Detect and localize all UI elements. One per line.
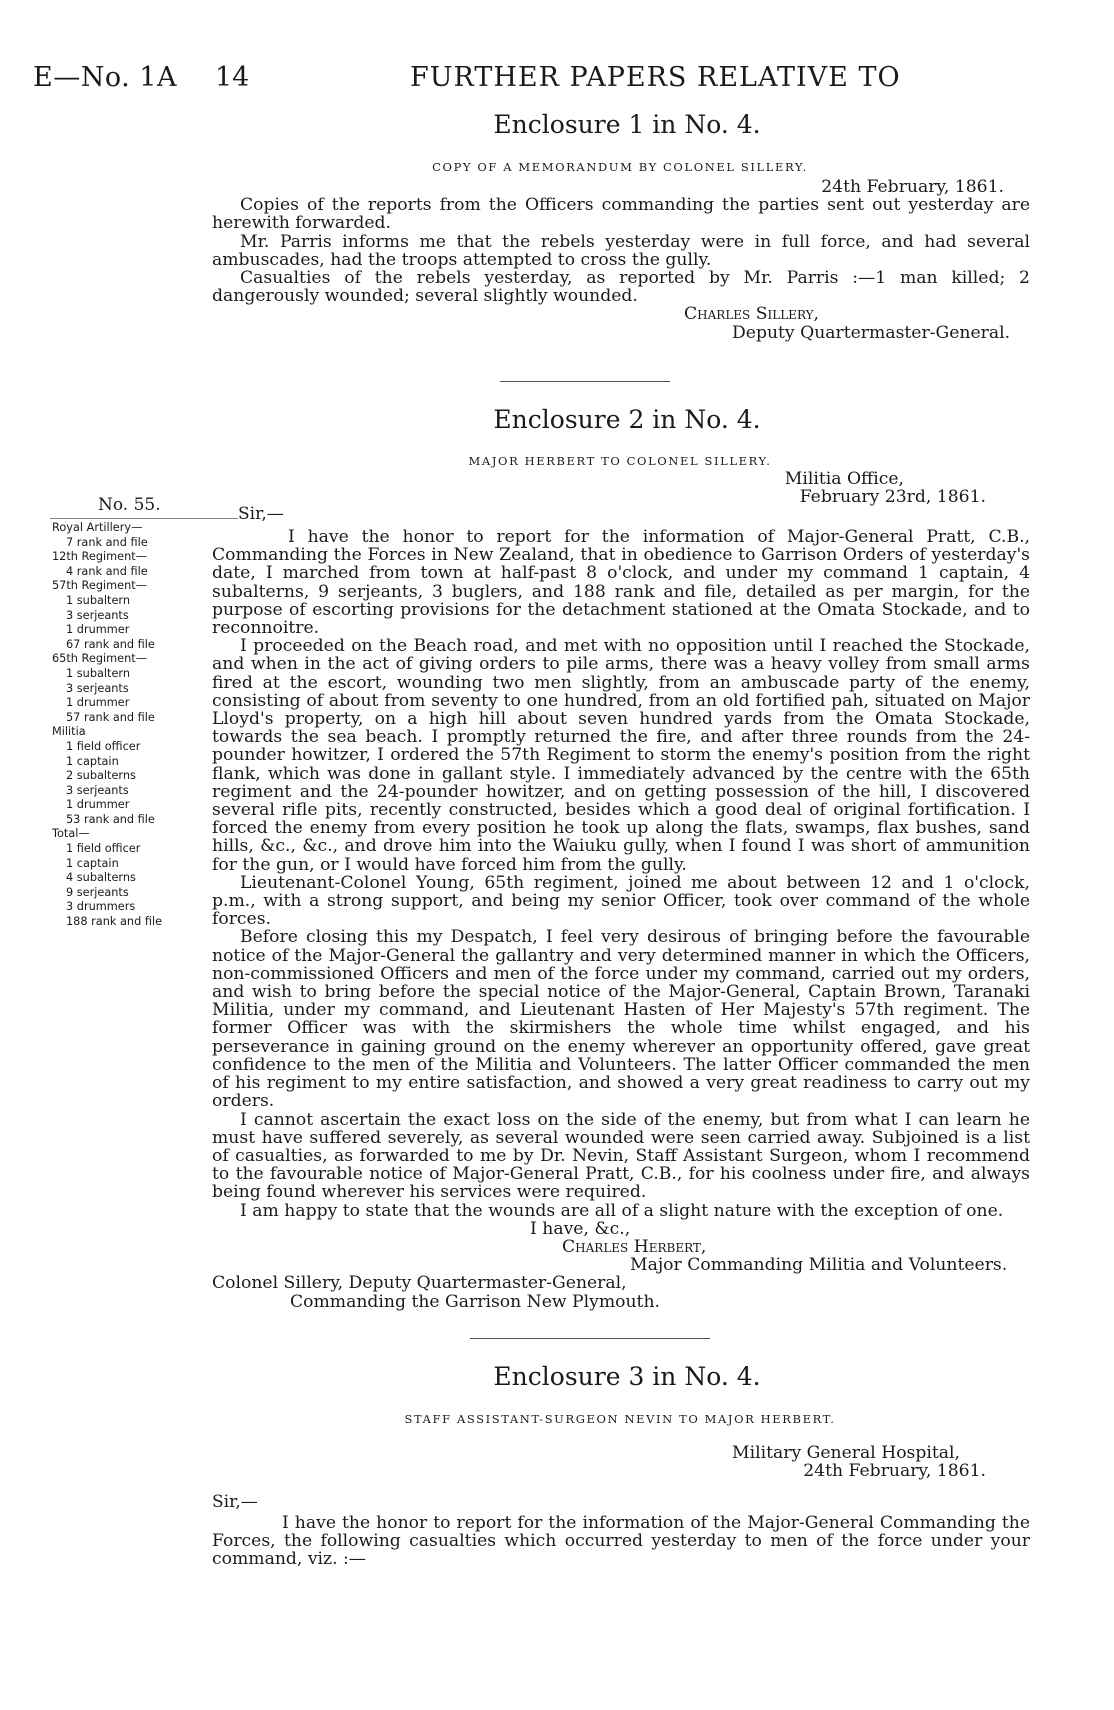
margin-note: [50, 521, 165, 930]
enclosure-2-paragraph: I am happy to state that the wounds are all of a slight nature with the exception of one.: [240, 1200, 1004, 1221]
enclosure-2-paragraph: I proceeded on the Beach road, and met with no opposition until I reached the Stockade, and when in the act of giving orders to pile arms, there was a heavy volley from small arms fired at the escort, wounding two men slightly, from an ambuscade party of the enemy, consisting of about from seventy to one hundred, from an old fortified pah, situated on Major Lloyd's property, on a high hill about seven hundred yards from the Omata Stockade, towards the sea beach. I promptly returned the fire, and after three rounds from the 24-pounder howitzer, I ordered the 57th Regiment to storm the enemy's position from the right flank, which was done in gallant style. I immediately advanced by the centre with the 65th regiment and the 24-pounder howitzer, and on getting possession of the hill, I discovered several rifle pits, recently constructed, besides which a good deal of original fortification. I forced the enemy from every position he took up along the flats, swamps, flax bushes, sand hills, &c., &c., and drove him into the Waiuku gully, when I found I was short of ammunition for the gun, or I would have forced him from the gully.: [212, 636, 1030, 875]
margin-note-line: 3 serjeants: [66, 608, 129, 622]
margin-rule: [50, 518, 238, 519]
enclosure-2-salutation: Sir,—: [238, 504, 284, 524]
enclosure-1-caption: COPY OF A MEMORANDUM BY COLONEL SILLERY.: [432, 160, 808, 174]
margin-note-line: 4 subalterns: [66, 871, 136, 885]
margin-note-line: 53 rank and file: [66, 812, 155, 826]
margin-note-line: 3 drummers: [66, 900, 136, 914]
margin-note-line: 1 drummer: [66, 798, 130, 812]
enclosure-3-date: 24th February, 1861.: [803, 1461, 986, 1482]
margin-note-line: 12th Regiment—: [52, 550, 147, 564]
margin-note-line: 57 rank and file: [66, 710, 155, 724]
enclosure-1-date: 24th February, 1861.: [821, 177, 1004, 197]
enclosure-2-caption: MAJOR HERBERT TO COLONEL SILLERY.: [468, 454, 772, 468]
section-divider: [500, 381, 670, 382]
page-number: 14: [215, 62, 250, 93]
enclosure-3-paragraph: I have the honor to report for the information of the Major-General Commanding the Forces, the following casualties which occurred yesterday to men of the force under your command, viz. :—: [212, 1513, 1030, 1570]
margin-note-line: 1 drummer: [66, 696, 130, 710]
enclosure-3-dateline: [600, 1444, 1012, 1480]
margin-note-line: Militia: [52, 725, 86, 739]
margin-note-line: 4 rank and file: [66, 564, 148, 578]
margin-note-line: 1 drummer: [66, 623, 130, 637]
margin-note-line: 9 serjeants: [66, 885, 129, 899]
margin-note-line: 3 serjeants: [66, 783, 129, 797]
margin-note-line: 2 subalterns: [66, 769, 136, 783]
margin-note-line: 1 subaltern: [66, 593, 131, 607]
enclosure-2-signature-title: Major Commanding Militia and Volunteers.: [630, 1255, 1008, 1276]
enclosure-3-body: [212, 1514, 1030, 1569]
margin-note-line: 1 captain: [66, 856, 119, 870]
enclosure-2-signature-name: Charles Herbert,: [562, 1236, 707, 1257]
enclosure-1-title: Enclosure 1 in No. 4.: [493, 110, 761, 139]
margin-note-line: 1 captain: [66, 754, 119, 768]
enclosure-3-title: Enclosure 3 in No. 4.: [493, 1362, 761, 1391]
margin-number: No. 55.: [98, 495, 161, 515]
section-divider: [470, 1338, 710, 1339]
margin-note-line: Total—: [52, 827, 90, 841]
enclosure-2-dateline: [600, 470, 1012, 506]
enclosure-1-body: [212, 178, 1030, 342]
enclosure-2-title: Enclosure 2 in No. 4.: [493, 405, 761, 434]
enclosure-3-salutation: Sir,—: [212, 1492, 258, 1512]
margin-note-line: 65th Regiment—: [52, 652, 147, 666]
margin-note-line: 7 rank and file: [66, 535, 148, 549]
enclosure-1-paragraph: Casualties of the rebels yesterday, as reported by Mr. Parris :—1 man killed; 2 dangerously wounded; several slightly wounded.: [212, 268, 1030, 307]
enclosure-1-signature-name: Charles Sillery,: [684, 304, 819, 325]
margin-note-line: 67 rank and file: [66, 637, 155, 651]
document-reference: E—No. 1A: [33, 62, 177, 93]
margin-note-line: 1 subaltern: [66, 666, 131, 680]
page-title: FURTHER PAPERS RELATIVE TO: [410, 62, 901, 93]
enclosure-2-paragraph: Lieutenant-Colonel Young, 65th regiment, joined me about between 12 and 1 o'clock, p.m., with a strong support, and being my senior Officer, took over command of the whole forces.: [212, 872, 1030, 930]
enclosure-2-date: February 23rd, 1861.: [799, 487, 986, 508]
margin-note-line: 1 field officer: [66, 739, 141, 753]
margin-note-line: 188 rank and file: [66, 915, 163, 929]
enclosure-3-caption: STAFF ASSISTANT-SURGEON NEVIN TO MAJOR HERBERT.: [404, 1412, 836, 1426]
enclosure-1-signature-title: Deputy Quartermaster-General.: [732, 322, 1011, 343]
enclosure-2-paragraph: I cannot ascertain the exact loss on the side of the enemy, but from what I can learn he must have suffered severely, as several wounded were seen carried away. Subjoined is a list of casualties, as forwarded to me by Dr. Nevin, Staff Assistant Surgeon, whom I recommend to the favourable notice of Major-General Pratt, C.B., for his coolness under fire, and always being found wherever his services were required.: [212, 1109, 1030, 1203]
enclosure-2-place: Militia Office,: [784, 469, 904, 489]
enclosure-2-addressee: Commanding the Garrison New Plymouth.: [290, 1291, 660, 1312]
enclosure-2-body: [212, 528, 1030, 1311]
margin-note-line: Royal Artillery—: [52, 521, 143, 534]
enclosure-2-addressee: Colonel Sillery, Deputy Quartermaster-General,: [212, 1273, 627, 1294]
margin-note-line: 1 field officer: [66, 842, 141, 856]
enclosure-2-paragraph: Before closing this my Despatch, I feel very desirous of bringing before the favourable notice of the Major-General the gallantry and very determined manner in which the Officers, non-commissioned Officers and men of the force under my command, carried out my orders, and wish to bring before the special notice of the Major-General, Captain Brown, Taranaki Militia, under my command, and Lieutenant Hasten of Her Majesty's 57th regiment. The former Officer was with the skirmishers the whole time whilst engaged, and his perseverance in gaining ground on the enemy wherever an opportunity offered, gave great confidence to the men of the Militia and Volunteers. The latter Officer commanded the men of his regiment to my entire satisfaction, and showed a very great readiness to carry out my orders.: [212, 927, 1030, 1112]
enclosure-3-place: Military General Hospital,: [732, 1443, 960, 1463]
enclosure-1-paragraph: Copies of the reports from the Officers commanding the parties sent out yesterday are herewith forwarded.: [212, 195, 1030, 234]
enclosure-1-paragraph: Mr. Parris informs me that the rebels yesterday were in full force, and had several ambuscades, had the troops attempted to cross the gully.: [212, 231, 1030, 270]
margin-note-line: 3 serjeants: [66, 681, 129, 695]
enclosure-2-paragraph: I have the honor to report for the information of Major-General Pratt, C.B., Commanding the Forces in New Zealand, that in obedience to Garrison Orders of yesterday's date, I marched from town at half-past 8 o'clock, and under my command 1 captain, 4 subalterns, 9 serjeants, 3 buglers, and 188 rank and file, detailed as per margin, for the purpose of escorting provisions for the detachment stationed at the Omata Stockade, and to reconnoitre.: [212, 527, 1030, 639]
enclosure-2-closing: I have, &c.,: [530, 1218, 631, 1239]
margin-note-line: 57th Regiment—: [52, 579, 147, 593]
